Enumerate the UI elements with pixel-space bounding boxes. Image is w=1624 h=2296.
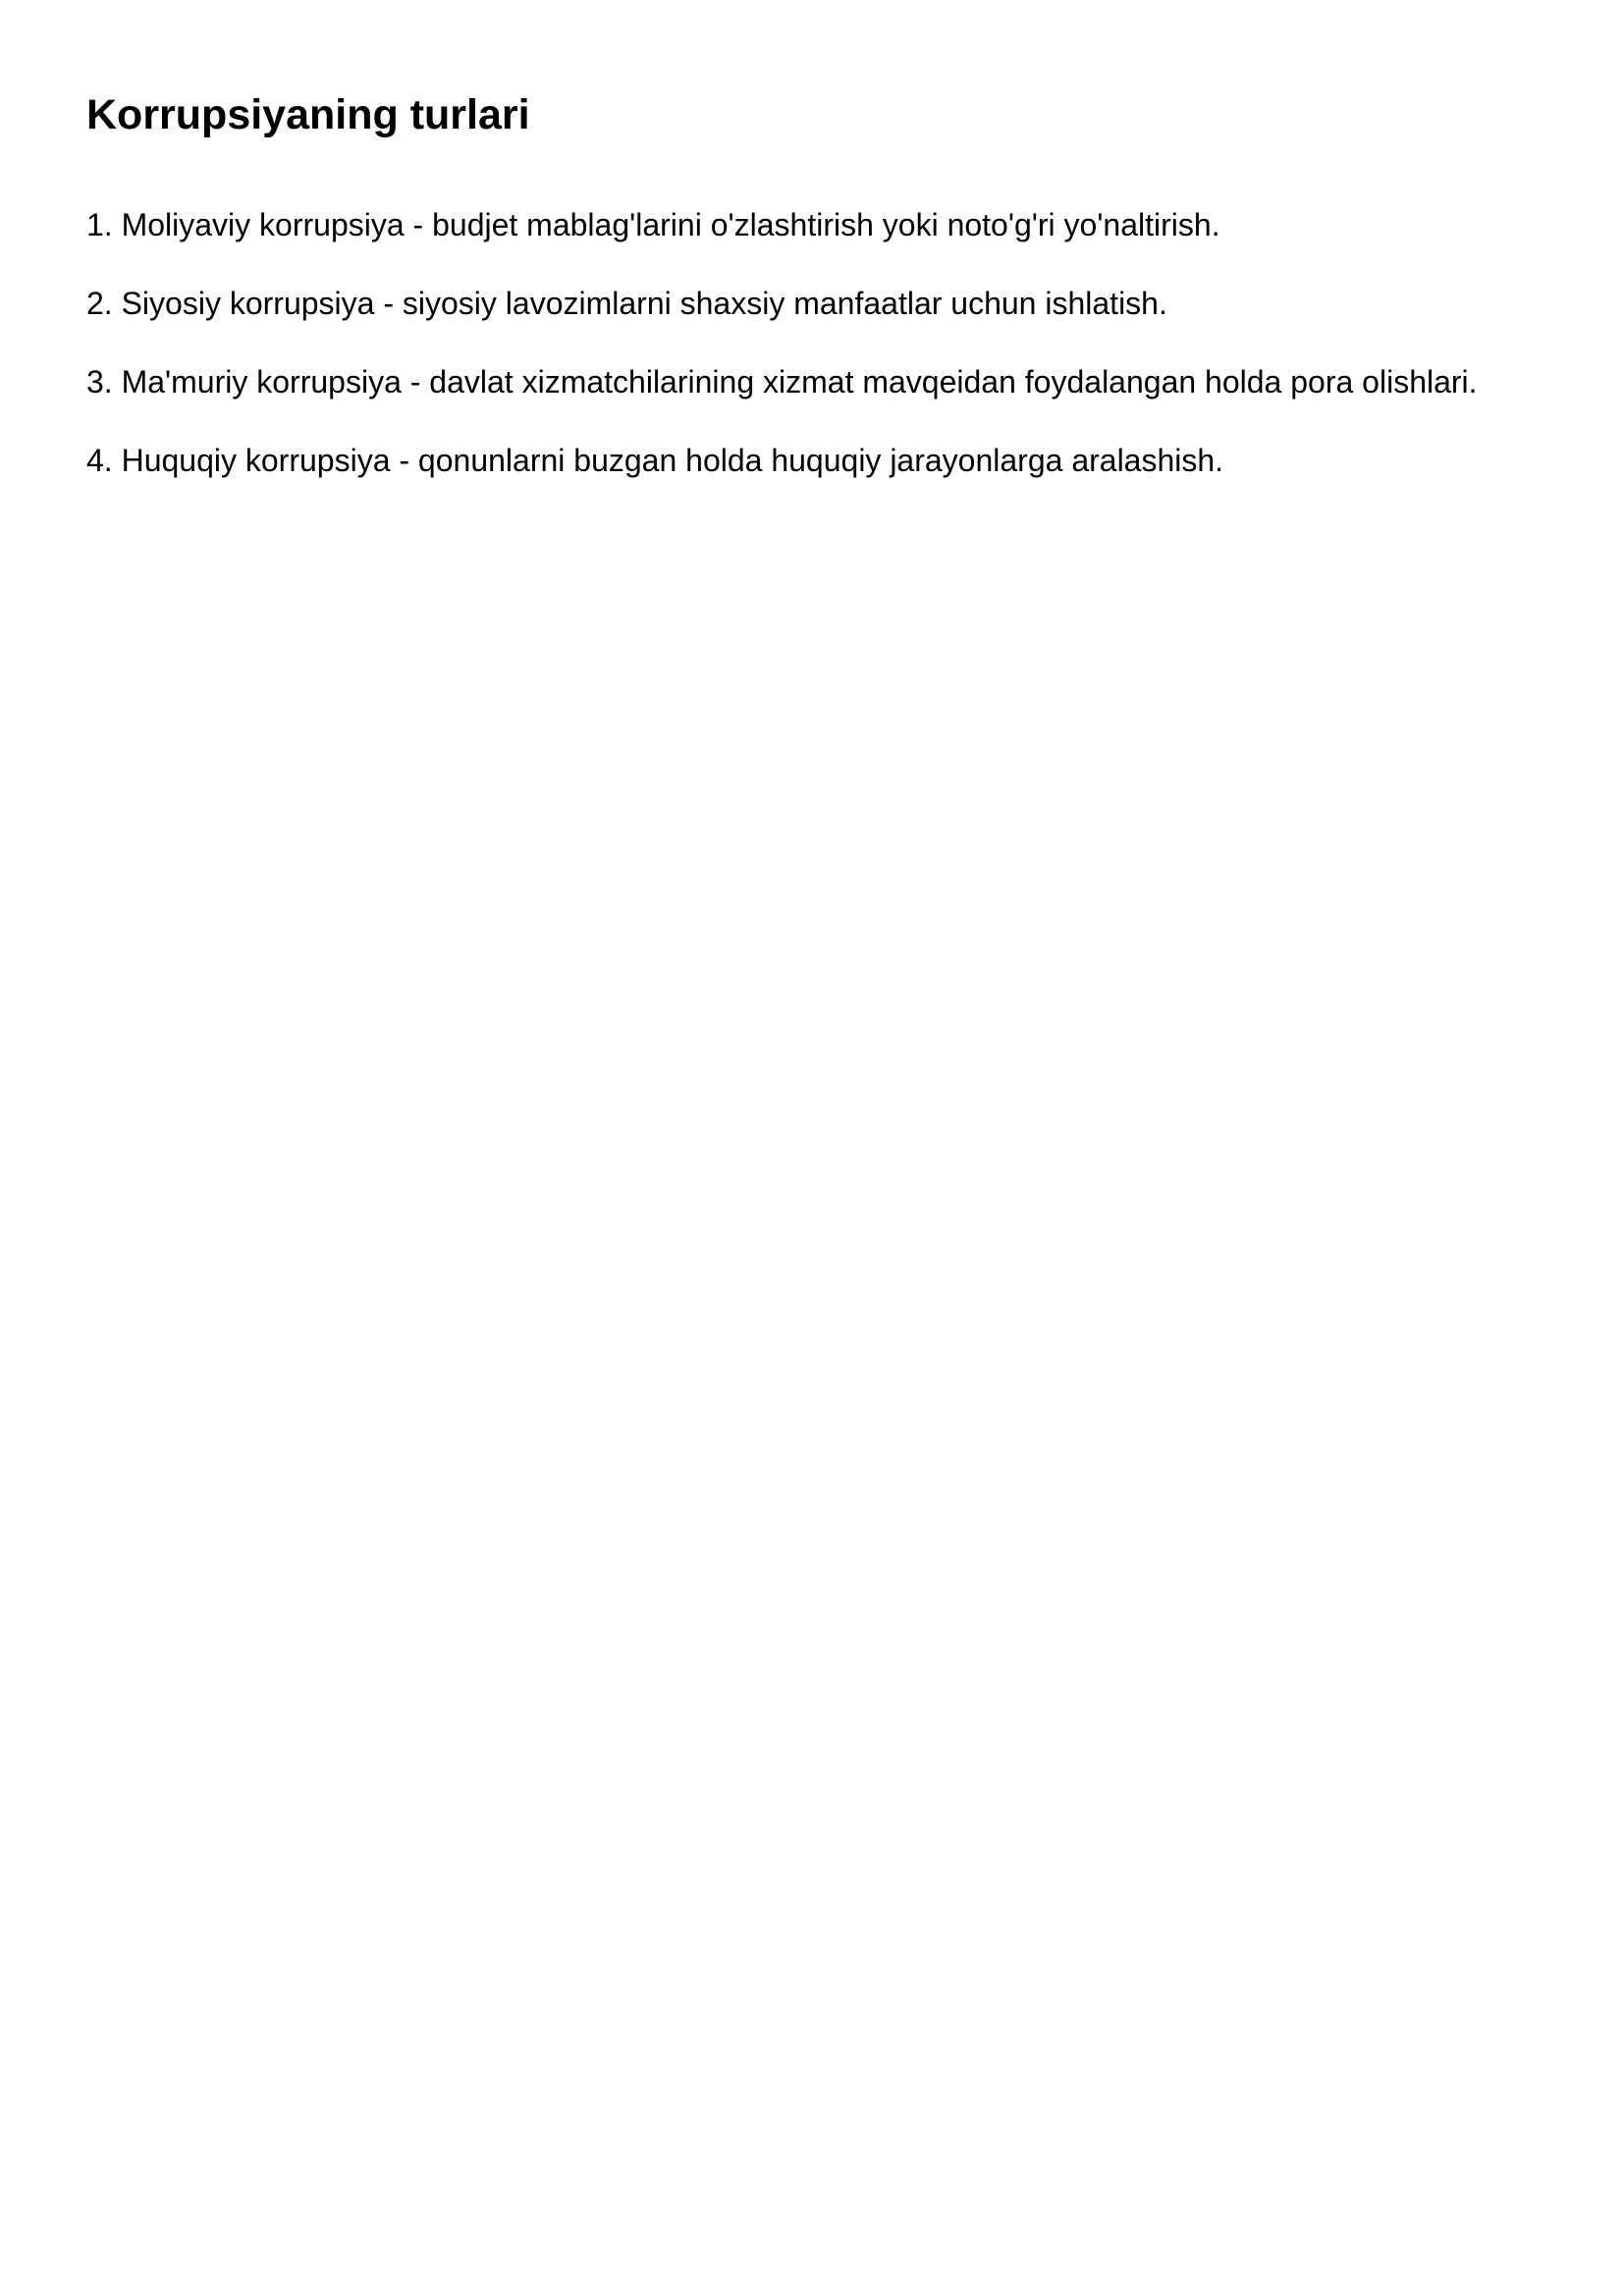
list-item-legal: 4. Huquqiy korrupsiya - qonunlarni buzgan holda huquqiy jarayonlarga aralashish.: [86, 443, 1224, 478]
list-item-financial: 1. Moliyaviy korrupsiya - budjet mablag'larini o'zlashtirish yoki noto'g'ri yo'naltirish.: [86, 207, 1220, 242]
document-title: Korrupsiyaning turlari: [86, 91, 530, 138]
list-item-political: 2. Siyosiy korrupsiya - siyosiy lavozimlarni shaxsiy manfaatlar uchun ishlatish.: [86, 286, 1167, 321]
corruption-types-list: [86, 206, 1538, 479]
list-item-administrative: 3. Ma'muriy korrupsiya - davlat xizmatchilarining xizmat mavqeidan foydalangan holda pora olishlari.: [86, 364, 1478, 400]
